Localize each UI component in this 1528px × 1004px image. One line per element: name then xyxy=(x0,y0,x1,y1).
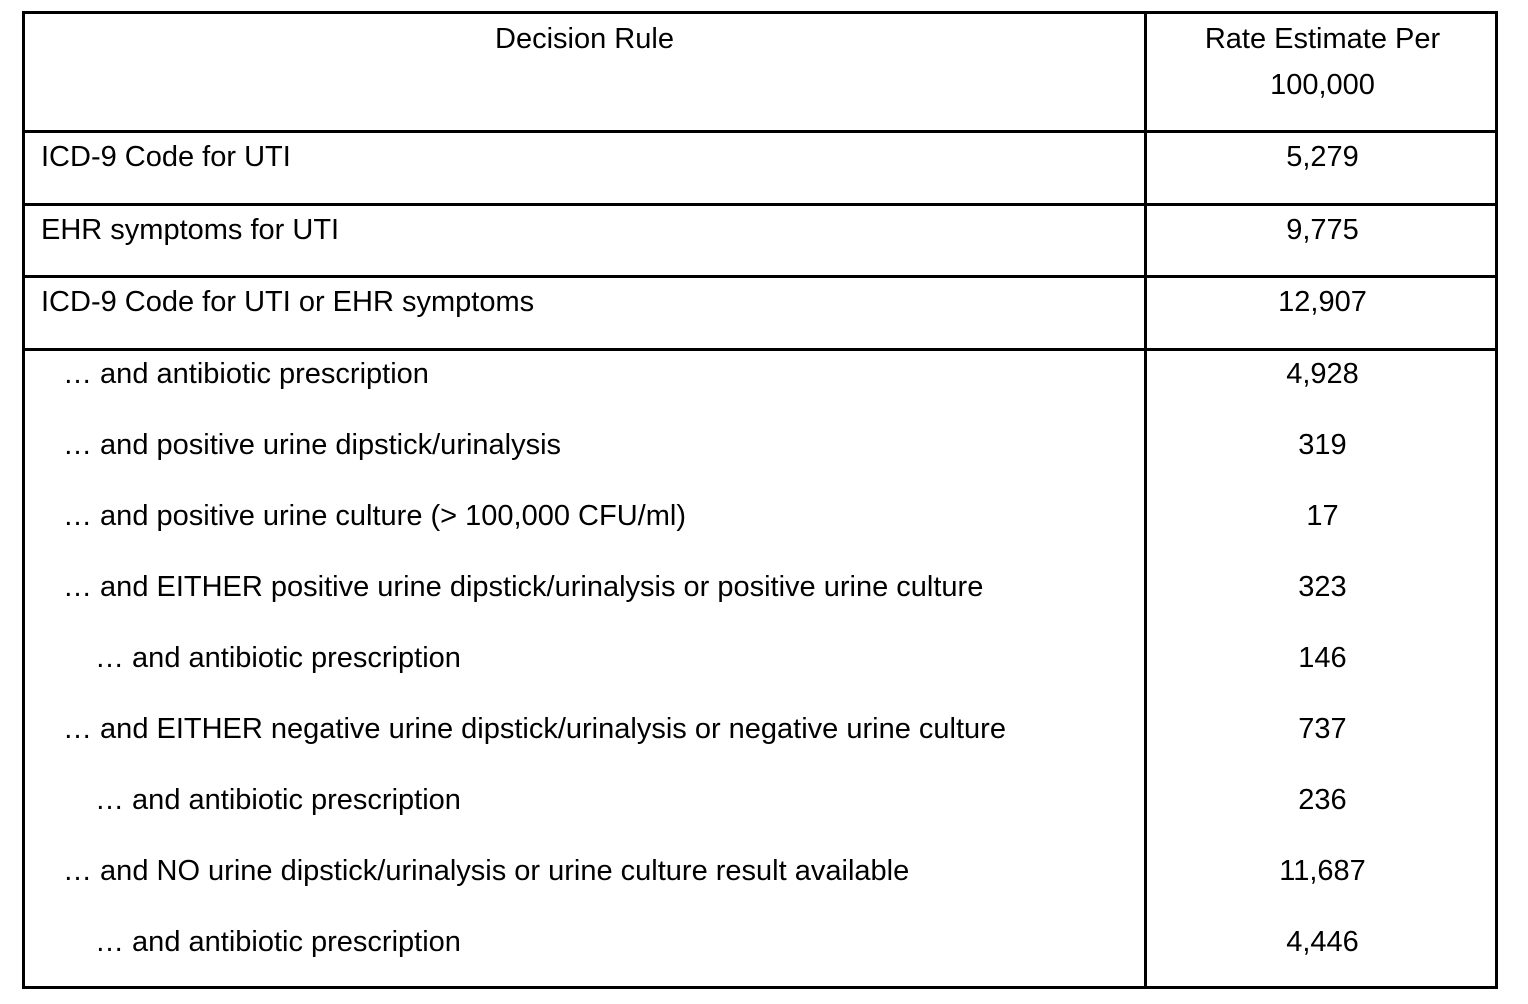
table-row-rate: 5,279 xyxy=(1286,141,1359,173)
table-row-rule: … and antibiotic prescription xyxy=(95,926,461,958)
table-row-rate: 11,687 xyxy=(1279,855,1366,887)
table-row-rate: 323 xyxy=(1298,571,1347,603)
table-row-rule: … and positive urine culture (> 100,000 CFU/ml) xyxy=(63,500,686,532)
table-row-rule: … and antibiotic prescription xyxy=(95,784,461,816)
table-row-rate: 4,446 xyxy=(1286,926,1359,958)
table-row-rule: … and antibiotic prescription xyxy=(95,642,461,674)
header-divider xyxy=(25,130,1495,133)
table-row-rule: … and positive urine dipstick/urinalysis xyxy=(63,429,562,461)
table-row-rule: … and EITHER positive urine dipstick/urinalysis or positive urine culture xyxy=(63,571,984,603)
table-row-rate: 737 xyxy=(1298,713,1347,745)
table-row-rate: 236 xyxy=(1298,784,1347,816)
header-rate-line1: Rate Estimate Per xyxy=(1204,23,1441,55)
table-row-rule: … and EITHER negative urine dipstick/urinalysis or negative urine culture xyxy=(63,713,1006,745)
table-row-rule: ICD-9 Code for UTI or EHR symptoms xyxy=(41,286,535,318)
table-row-rule: EHR symptoms for UTI xyxy=(41,214,340,246)
header-decision-rule: Decision Rule xyxy=(495,23,674,55)
table-row-rate: 17 xyxy=(1306,500,1339,532)
header-rate-line2: 100,000 xyxy=(1270,69,1375,101)
decision-rule-table xyxy=(22,11,1498,989)
table-row-rule: … and NO urine dipstick/urinalysis or urine culture result available xyxy=(63,855,910,887)
table-row-rate: 146 xyxy=(1298,642,1347,674)
row-divider xyxy=(25,203,1495,206)
table-row-rule: ICD-9 Code for UTI xyxy=(41,141,291,173)
table-row-rate: 319 xyxy=(1298,429,1347,461)
table-row-rate: 4,928 xyxy=(1286,358,1359,390)
table-row-rate: 12,907 xyxy=(1278,286,1367,318)
table-row-rule: … and antibiotic prescription xyxy=(63,358,429,390)
table-row-rate: 9,775 xyxy=(1286,214,1359,246)
row-divider xyxy=(25,275,1495,278)
